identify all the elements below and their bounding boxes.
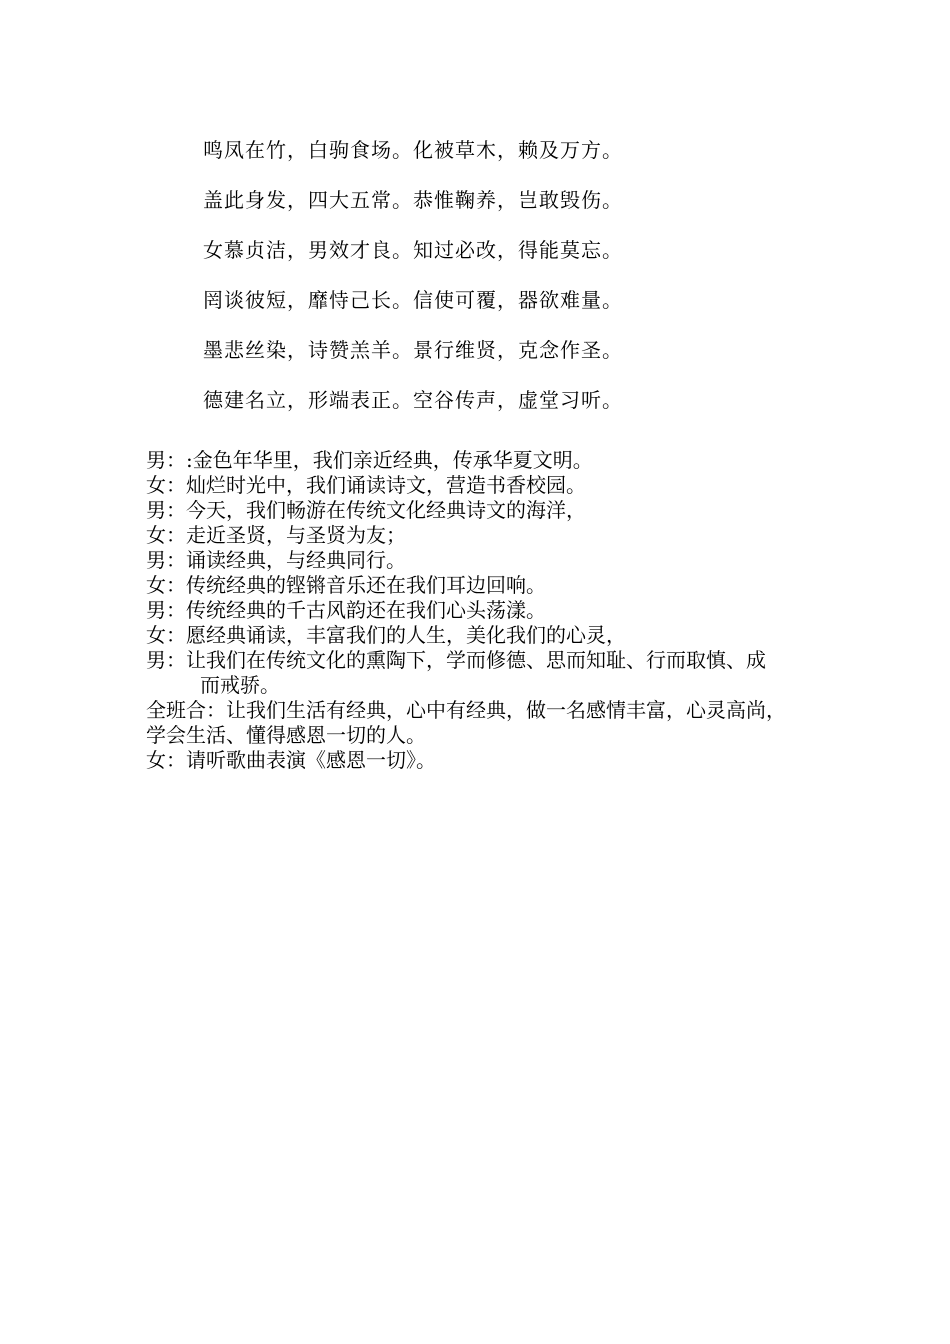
dialogue-line: 男：:金色年华里，我们亲近经典，传承华夏文明。	[146, 448, 593, 472]
dialogue-line: 女：传统经典的铿锵音乐还在我们耳边回响。	[146, 573, 546, 597]
poem-line: 盖此身发，四大五常。恭惟鞠养，岂敢毁伤。	[203, 188, 623, 212]
dialogue-line-text: 男：让我们在传统文化的熏陶下，学而修德、思而知耻、行而取慎、成	[146, 648, 766, 672]
poem-line: 罔谈彼短，靡恃己长。信使可覆，器欲难量。	[203, 288, 623, 312]
dialogue-line: 女：愿经典诵读，丰富我们的人生，美化我们的心灵，	[146, 623, 626, 647]
dialogue-line: 男：传统经典的千古风韵还在我们心头荡漾。	[146, 598, 546, 622]
poem-line: 墨悲丝染，诗赞羔羊。景行维贤，克念作圣。	[203, 338, 623, 362]
dialogue-line: 男：诵读经典，与经典同行。	[146, 548, 406, 572]
dialogue-line-text: 全班合：让我们生活有经典，心中有经典，做一名感情丰富，心灵高尚，	[146, 698, 786, 722]
dialogue-line: 女：走近圣贤，与圣贤为友；	[146, 523, 406, 547]
poem-line: 女慕贞洁，男效才良。知过必改，得能莫忘。	[203, 238, 623, 262]
poem-line: 鸣凤在竹，白驹食场。化被草木，赖及万方。	[203, 138, 623, 162]
dialogue-line: 女：请听歌曲表演《感恩一切》。	[146, 748, 436, 772]
poem-verses	[203, 136, 623, 436]
dialogue-script	[146, 448, 826, 773]
dialogue-line-wrapped	[146, 698, 826, 748]
dialogue-line-continuation: 而戒骄。	[200, 673, 280, 697]
dialogue-line: 男：今天，我们畅游在传统文化经典诗文的海洋，	[146, 498, 586, 522]
dialogue-line: 女：灿烂时光中，我们诵读诗文，营造书香校园。	[146, 473, 586, 497]
poem-line: 德建名立，形端表正。空谷传声，虚堂习听。	[203, 388, 623, 412]
dialogue-line-continuation: 学会生活、懂得感恩一切的人。	[146, 723, 426, 747]
dialogue-line-wrapped	[146, 648, 826, 698]
